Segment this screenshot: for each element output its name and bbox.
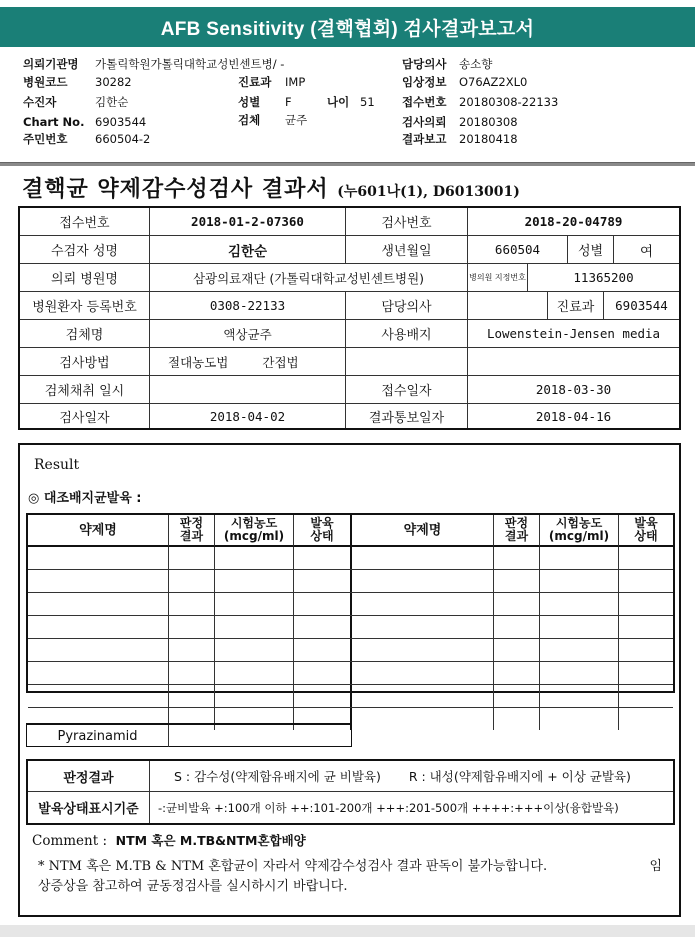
receipt-no-label: 접수번호 bbox=[402, 95, 447, 109]
pyrazinamide-row bbox=[26, 723, 352, 747]
attending-doctor-label: 담당의사 bbox=[346, 292, 468, 320]
table-cell bbox=[215, 662, 294, 684]
table-cell bbox=[619, 685, 673, 707]
report-banner: AFB Sensitivity (결핵협회) 검사결과보고서 bbox=[0, 7, 695, 47]
table-cell bbox=[294, 662, 352, 684]
table-cell bbox=[494, 616, 540, 638]
control-growth-label: ◎ 대조배지균발육 : bbox=[28, 491, 142, 506]
growth-header: 발육 상태 bbox=[619, 515, 673, 547]
table-cell bbox=[540, 616, 619, 638]
referring-hospital-label: 의뢰 병원명 bbox=[20, 264, 150, 292]
legend-resistant: R : 내성(약제함유배지에 + 이상 균발육) bbox=[408, 769, 631, 784]
registration-no-label: 병원환자 등록번호 bbox=[20, 292, 150, 320]
attending-doctor-value bbox=[468, 292, 548, 320]
collection-date-value bbox=[150, 376, 346, 404]
table-cell bbox=[169, 547, 215, 569]
comment-text: NTM 혹은 M.TB&NTM혼합배양 bbox=[115, 833, 306, 848]
table-cell bbox=[28, 616, 169, 638]
resident-no-value: 660504-2 bbox=[95, 132, 151, 146]
sex-cell-value: 여 bbox=[614, 236, 679, 264]
table-cell bbox=[540, 639, 619, 661]
note-line-1-tail: 임 bbox=[649, 859, 662, 874]
specimen-name-label: 검체명 bbox=[20, 320, 150, 348]
table-cell bbox=[169, 593, 215, 615]
table-cell bbox=[540, 593, 619, 615]
table-cell bbox=[294, 593, 352, 615]
clinical-info-label: 임상정보 bbox=[402, 75, 447, 89]
test-date-value: 2018-04-02 bbox=[150, 404, 346, 428]
table-row bbox=[28, 570, 673, 593]
table-cell bbox=[169, 639, 215, 661]
document-code: (누601나(1), D6013001) bbox=[337, 184, 520, 200]
birth-date-label: 생년월일 bbox=[346, 236, 468, 264]
specimen-name-value: 액상균주 bbox=[150, 320, 346, 348]
drug-name-header: 약제명 bbox=[352, 515, 494, 547]
table-cell bbox=[619, 639, 673, 661]
medium-label: 사용배지 bbox=[346, 320, 468, 348]
table-cell bbox=[28, 662, 169, 684]
table-cell bbox=[352, 708, 494, 730]
table-cell bbox=[352, 685, 494, 707]
judgement-header: 판정 결과 bbox=[494, 515, 540, 547]
table-cell bbox=[540, 685, 619, 707]
examinee-name-value: 김한순 bbox=[150, 236, 346, 264]
legend-susceptible: S : 감수성(약제함유배지에 균 비발육) bbox=[174, 769, 381, 784]
department-value: IMP bbox=[285, 75, 306, 89]
judgement-legend-value bbox=[150, 761, 673, 792]
table-cell bbox=[215, 616, 294, 638]
table-row bbox=[28, 685, 673, 708]
table-cell bbox=[352, 593, 494, 615]
table-cell bbox=[352, 547, 494, 569]
designated-no-value: 11365200 bbox=[528, 264, 679, 292]
department-cell-label: 진료과 bbox=[548, 292, 604, 320]
designated-no-label: 병의원 지정번호 bbox=[468, 264, 528, 292]
result-section bbox=[18, 443, 681, 917]
table-cell bbox=[28, 639, 169, 661]
table-cell bbox=[494, 662, 540, 684]
age-value: 51 bbox=[360, 95, 375, 109]
table-row bbox=[28, 662, 673, 685]
table-cell bbox=[169, 662, 215, 684]
judgement-header: 판정 결과 bbox=[169, 515, 215, 547]
table-cell bbox=[619, 593, 673, 615]
table-cell bbox=[619, 547, 673, 569]
department-label: 진료과 bbox=[238, 75, 272, 89]
institution-value: 가톨릭학원가톨릭대학교성빈센트병/ - bbox=[95, 57, 285, 71]
doctor-value: 송소향 bbox=[459, 57, 493, 71]
growth-legend-label: 발육상태표시기준 bbox=[28, 792, 150, 823]
table-cell bbox=[215, 570, 294, 592]
received-date-value: 2018-03-30 bbox=[468, 376, 679, 404]
hospital-code-label: 병원코드 bbox=[23, 75, 68, 89]
legend-table bbox=[26, 759, 675, 825]
table-cell bbox=[352, 662, 494, 684]
patient-label: 수진자 bbox=[23, 95, 57, 109]
note-line-2: 상증상을 참고하여 균동정검사를 실시하시기 바랍니다. bbox=[38, 879, 348, 894]
blank-cell bbox=[468, 348, 679, 376]
receipt-no-value: 20180308-22133 bbox=[459, 95, 559, 109]
test-method-value bbox=[150, 348, 346, 376]
drug-table bbox=[26, 513, 675, 693]
table-row bbox=[28, 593, 673, 616]
judgement-legend-label: 판정결과 bbox=[28, 761, 150, 792]
table-cell bbox=[619, 570, 673, 592]
header-divider bbox=[0, 162, 695, 166]
doctor-label: 담당의사 bbox=[402, 57, 447, 71]
table-cell bbox=[494, 708, 540, 730]
table-cell bbox=[619, 708, 673, 730]
referring-hospital-value: 삼광의료재단 (가톨릭대학교성빈센트병원) bbox=[150, 264, 468, 292]
table-cell bbox=[540, 547, 619, 569]
test-date-label: 검사일자 bbox=[20, 404, 150, 428]
comment bbox=[32, 831, 306, 849]
table-cell bbox=[352, 570, 494, 592]
table-cell bbox=[28, 547, 169, 569]
request-date-label: 검사의뢰 bbox=[402, 115, 447, 129]
hospital-code-value: 30282 bbox=[95, 75, 132, 89]
age-label: 나이 bbox=[327, 95, 350, 109]
table-cell bbox=[215, 593, 294, 615]
table-cell bbox=[540, 708, 619, 730]
table-cell bbox=[294, 570, 352, 592]
pyrazinamide-label: Pyrazinamid bbox=[27, 725, 169, 747]
table-cell bbox=[215, 685, 294, 707]
concentration-header: 시험농도 (mcg/ml) bbox=[215, 515, 294, 547]
note-line-1: * NTM 혹은 M.TB & NTM 혼합균이 자라서 약제감수성검사 결과 판독이 불가능합니다. bbox=[38, 859, 548, 874]
institution-label: 의뢰기관명 bbox=[23, 57, 79, 71]
table-cell bbox=[169, 685, 215, 707]
method-indirect: 간접법 bbox=[262, 354, 299, 370]
notify-date-label: 결과통보일자 bbox=[346, 404, 468, 428]
examinee-name-label: 수검자 성명 bbox=[20, 236, 150, 264]
table-cell bbox=[494, 639, 540, 661]
test-no-value: 2018-20-04789 bbox=[468, 208, 679, 236]
table-cell bbox=[494, 685, 540, 707]
received-date-label: 접수일자 bbox=[346, 376, 468, 404]
table-cell bbox=[169, 570, 215, 592]
table-row bbox=[28, 639, 673, 662]
method-absolute: 절대농도법 bbox=[168, 354, 229, 370]
table-cell bbox=[294, 547, 352, 569]
document-title: 결핵균 약제감수성검사 결과서 (누601나(1), D6013001) bbox=[22, 176, 520, 202]
patient-value: 김한순 bbox=[95, 95, 129, 109]
table-cell bbox=[294, 639, 352, 661]
table-cell bbox=[215, 639, 294, 661]
growth-header: 발육 상태 bbox=[294, 515, 352, 547]
chart-no-value: 6903544 bbox=[95, 115, 147, 129]
report-date-value: 20180418 bbox=[459, 132, 518, 146]
table-cell bbox=[294, 685, 352, 707]
comment-note bbox=[38, 857, 668, 897]
comment-label: Comment : bbox=[32, 833, 108, 849]
specimen-label: 검체 bbox=[238, 113, 261, 127]
report-date-label: 결과보고 bbox=[402, 132, 447, 146]
table-cell bbox=[619, 616, 673, 638]
table-cell bbox=[540, 570, 619, 592]
table-cell bbox=[540, 662, 619, 684]
test-no-label: 검사번호 bbox=[346, 208, 468, 236]
table-cell bbox=[352, 616, 494, 638]
table-row bbox=[28, 547, 673, 570]
table-cell bbox=[28, 593, 169, 615]
reception-no-value: 2018-01-2-07360 bbox=[150, 208, 346, 236]
growth-legend-value: -:균비발육 +:100개 이하 ++:101-200개 +++:201-500개 ++++:+++이상(융합발육) bbox=[158, 800, 619, 815]
result-title: Result bbox=[34, 457, 80, 473]
table-cell bbox=[352, 639, 494, 661]
table-cell bbox=[494, 547, 540, 569]
drug-name-header: 약제명 bbox=[28, 515, 169, 547]
table-cell bbox=[494, 570, 540, 592]
resident-no-label: 주민번호 bbox=[23, 132, 68, 146]
table-cell bbox=[169, 616, 215, 638]
blank-cell bbox=[346, 348, 468, 376]
birth-date-value: 660504 bbox=[468, 236, 568, 264]
test-method-label: 검사방법 bbox=[20, 348, 150, 376]
table-row bbox=[28, 616, 673, 639]
table-cell bbox=[494, 593, 540, 615]
medium-value: Lowenstein-Jensen media bbox=[468, 320, 679, 348]
request-date-value: 20180308 bbox=[459, 115, 518, 129]
table-cell bbox=[28, 685, 169, 707]
table-cell bbox=[294, 616, 352, 638]
sex-value: F bbox=[285, 95, 292, 109]
sex-cell-label: 성별 bbox=[568, 236, 614, 264]
specimen-value: 균주 bbox=[285, 113, 308, 127]
table-cell bbox=[215, 547, 294, 569]
sex-label: 성별 bbox=[238, 95, 261, 109]
notify-date-value: 2018-04-16 bbox=[535, 408, 612, 424]
patient-info-table bbox=[18, 206, 681, 430]
chart-no-label: Chart No. bbox=[23, 115, 85, 129]
department-cell-value: 6903544 bbox=[604, 292, 679, 320]
concentration-header: 시험농도 (mcg/ml) bbox=[540, 515, 619, 547]
registration-no-value: 0308-22133 bbox=[150, 292, 346, 320]
table-cell bbox=[28, 570, 169, 592]
reception-no-label: 접수번호 bbox=[20, 208, 150, 236]
clinical-info-value: O76AZ2XL0 bbox=[459, 75, 528, 89]
collection-date-label: 검체채취 일시 bbox=[20, 376, 150, 404]
table-cell bbox=[619, 662, 673, 684]
